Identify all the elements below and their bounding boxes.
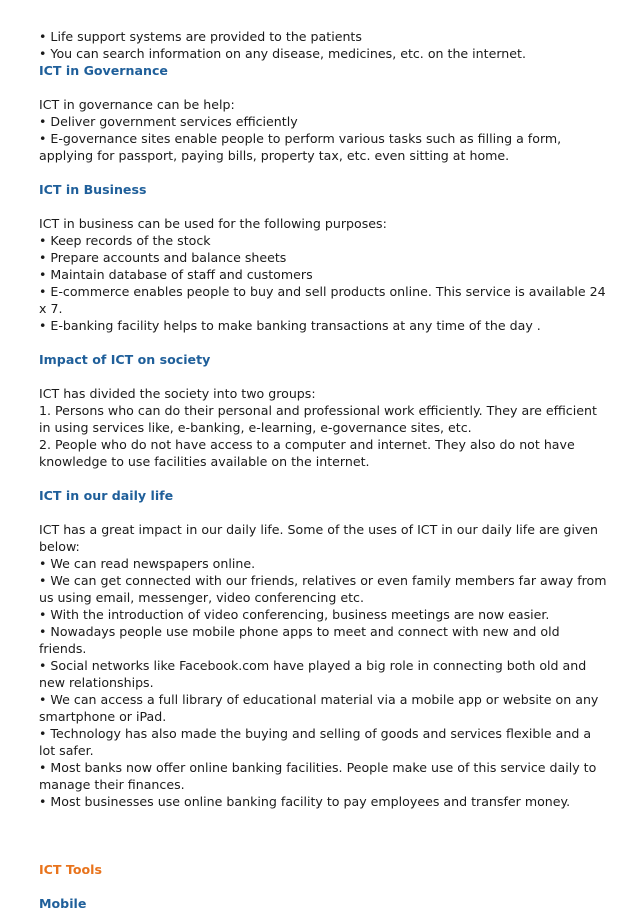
spacer [39, 79, 609, 96]
governance-bullet: • Deliver government services efficiently [39, 114, 298, 129]
business-bullet: • E-banking facility helps to make banking transactions at any time of the day . [39, 318, 541, 333]
business-intro: ICT in business can be used for the following purposes: [39, 216, 387, 231]
heading-ict-tools: ICT Tools [39, 862, 102, 877]
daily-bullet: • Nowadays people use mobile phone apps to meet and connect with new and old friends. [39, 624, 560, 656]
heading-impact: Impact of ICT on society [39, 352, 211, 367]
spacer [39, 810, 609, 861]
heading-mobile: Mobile [39, 896, 87, 911]
intro-bullet: • You can search information on any disease, medicines, etc. on the internet. [39, 46, 526, 61]
heading-business: ICT in Business [39, 182, 147, 197]
heading-governance: ICT in Governance [39, 63, 168, 78]
daily-bullet: • We can get connected with our friends, relatives or even family members far away from us using email, messenger, video conferencing etc. [39, 573, 607, 605]
daily-intro: ICT has a great impact in our daily life. Some of the uses of ICT in our daily life are given below: [39, 522, 599, 554]
daily-bullet: • With the introduction of video conferencing, business meetings are now easier. [39, 607, 550, 622]
business-bullet: • Prepare accounts and balance sheets [39, 250, 287, 265]
daily-bullet: • Social networks like Facebook.com have played a big role in connecting both old and new relationships. [39, 658, 587, 690]
business-bullet: • Maintain database of staff and customers [39, 267, 313, 282]
impact-intro: ICT has divided the society into two groups: [39, 386, 316, 401]
business-bullet: • E-commerce enables people to buy and sell products online. This service is available 24 x 7. [39, 284, 606, 316]
daily-bullet: • Most banks now offer online banking facilities. People make use of this service daily to manage their finances. [39, 760, 597, 792]
business-bullet: • Keep records of the stock [39, 233, 211, 248]
spacer [39, 368, 609, 385]
daily-bullet: • Technology has also made the buying and selling of goods and services flexible and a lot safer. [39, 726, 592, 758]
daily-bullet: • Most businesses use online banking facility to pay employees and transfer money. [39, 794, 571, 809]
spacer [39, 164, 609, 181]
spacer [39, 470, 609, 487]
governance-bullet: • E-governance sites enable people to perform various tasks such as filling a form, applying for passport, paying bills, property tax, etc. even sitting at home. [39, 131, 562, 163]
document-page [39, 28, 609, 912]
intro-bullet: • Life support systems are provided to the patients [39, 29, 362, 44]
spacer [39, 198, 609, 215]
daily-bullet: • We can read newspapers online. [39, 556, 256, 571]
impact-item: 2. People who do not have access to a computer and internet. They also do not have knowledge to use facilities available on the internet. [39, 437, 575, 469]
spacer [39, 334, 609, 351]
spacer [39, 878, 609, 895]
spacer [39, 504, 609, 521]
impact-item: 1. Persons who can do their personal and professional work efficiently. They are efficient in using services like, e-banking, e-learning, e-governance sites, etc. [39, 403, 597, 435]
governance-intro: ICT in governance can be help: [39, 97, 235, 112]
heading-daily-life: ICT in our daily life [39, 488, 174, 503]
daily-bullet: • We can access a full library of educational material via a mobile app or website on any smartphone or iPad. [39, 692, 599, 724]
